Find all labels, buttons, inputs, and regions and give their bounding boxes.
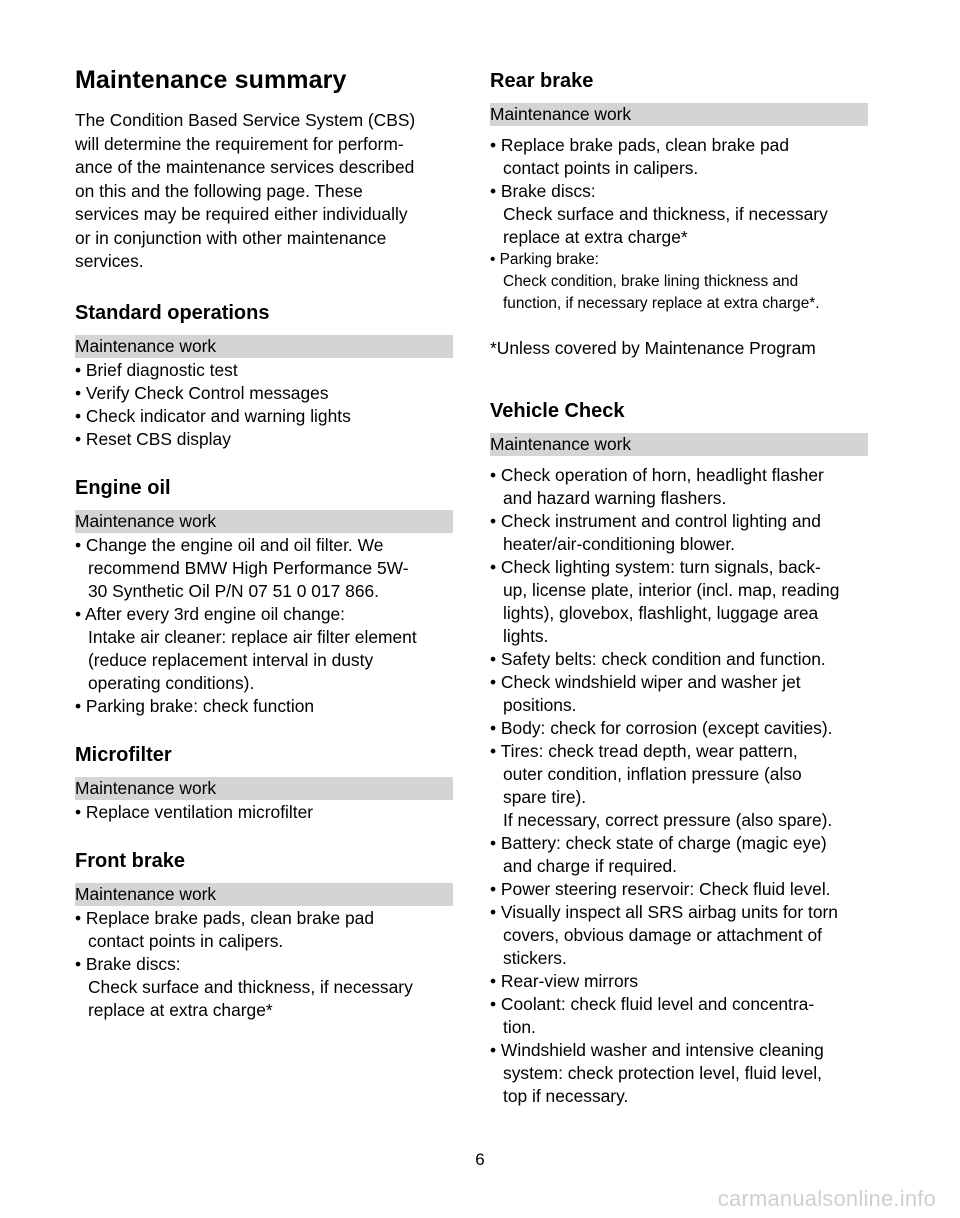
maintenance-work-bar: Maintenance work [75, 883, 453, 906]
list-item [490, 1039, 868, 1108]
list-item: • Replace ventilation microfilter [75, 801, 314, 822]
list-item-line: Check surface and thickness, if necessary [503, 204, 828, 224]
vehicle-check-list [490, 464, 868, 1108]
list-item-line: • Safety belts: check condition and function. [490, 649, 826, 669]
list-item-line: • Windshield washer and intensive cleaning [490, 1040, 824, 1060]
list-item-line: • Brake discs: [490, 181, 596, 201]
list-item [490, 832, 868, 878]
list-item [490, 717, 868, 740]
list-item: • Verify Check Control messages [75, 382, 329, 403]
list-item [490, 970, 868, 993]
right-column [490, 62, 868, 1108]
maintenance-work-bar: Maintenance work [490, 433, 868, 456]
list-item-line: • Parking brake: [490, 251, 599, 268]
list-item-line: • Power steering reservoir: Check fluid level. [490, 879, 831, 899]
list-item-line: • Brake discs: [75, 953, 181, 974]
page-number: 6 [475, 1150, 485, 1169]
intro-paragraph [75, 109, 453, 274]
maintenance-work-bar: Maintenance work [75, 510, 453, 533]
section-heading: Vehicle Check [490, 400, 625, 422]
list-item-line: • After every 3rd engine oil change: [75, 603, 346, 624]
section-heading: Engine oil [75, 476, 171, 499]
watermark: carmanualsonline.info [717, 1186, 936, 1211]
intro-line: on this and the following page. These [75, 180, 363, 201]
list-item [75, 907, 453, 953]
list-item-line: Check condition, brake lining thickness and [503, 273, 799, 290]
list-item [490, 993, 868, 1039]
list-item-line: • Body: check for corrosion (except cavities). [490, 718, 833, 738]
microfilter-section [75, 744, 453, 824]
list-item [490, 740, 868, 832]
footnote: *Unless covered by Maintenance Program [490, 338, 816, 358]
intro-line: services. [75, 251, 144, 271]
list-item-line: heater/air-conditioning blower. [503, 534, 736, 554]
maintenance-work-bar: Maintenance work [75, 335, 453, 358]
list-item-line: • Tires: check tread depth, wear pattern, [490, 741, 798, 761]
list-item-line: stickers. [503, 948, 567, 968]
list-item-line: 30 Synthetic Oil P/N 07 51 0 017 866. [88, 580, 379, 601]
list-item [490, 671, 868, 717]
list-item [490, 556, 868, 648]
list-item [490, 878, 868, 901]
list-item-line: • Check windshield wiper and washer jet [490, 672, 801, 692]
list-item-line: covers, obvious damage or attachment of [503, 925, 823, 945]
list-item [75, 953, 453, 1022]
list-item-line: and charge if required. [503, 856, 678, 876]
standard-operations-list [75, 359, 453, 451]
list-item-line: spare tire). [503, 787, 587, 807]
list-item-line: If necessary, correct pressure (also spare). [503, 810, 833, 830]
list-item-line: • Battery: check state of charge (magic eye) [490, 833, 827, 853]
list-item-line: • Coolant: check fluid level and concentra- [490, 994, 815, 1014]
list-item-line: recommend BMW High Performance 5W- [88, 557, 409, 578]
list-item-line: • Check operation of horn, headlight flasher [490, 465, 824, 485]
list-item-line: operating conditions). [88, 672, 255, 693]
list-item-line: positions. [503, 695, 577, 715]
intro-line: services may be required either individually [75, 204, 408, 224]
list-item-line: contact points in calipers. [503, 158, 699, 178]
list-item-line: up, license plate, interior (incl. map, reading [503, 580, 840, 600]
list-item-line: replace at extra charge* [88, 999, 273, 1020]
list-item [490, 134, 868, 180]
standard-operations-section [75, 302, 453, 451]
list-item [490, 648, 868, 671]
list-item-line: outer condition, inflation pressure (also [503, 764, 802, 784]
list-item-line: Check surface and thickness, if necessary [88, 976, 413, 997]
list-item-line: and hazard warning flashers. [503, 488, 727, 508]
vehicle-check-section [490, 400, 868, 1108]
rear-brake-list [490, 134, 868, 315]
list-item: • Reset CBS display [75, 428, 231, 449]
list-item-line: Intake air cleaner: replace air filter element [88, 626, 417, 647]
page-title: Maintenance summary [75, 66, 347, 94]
list-item [75, 534, 453, 603]
list-item [75, 603, 453, 695]
maintenance-work-bar: Maintenance work [490, 103, 868, 126]
left-column [75, 62, 453, 1022]
list-item [490, 464, 868, 510]
list-item [490, 510, 868, 556]
list-item-line: system: check protection level, fluid level, [503, 1063, 822, 1083]
list-item-line: contact points in calipers. [88, 930, 284, 951]
list-item [490, 249, 868, 315]
engine-oil-section [75, 477, 453, 718]
list-item-line: replace at extra charge* [503, 227, 688, 247]
microfilter-list [75, 801, 453, 824]
maintenance-work-bar: Maintenance work [75, 777, 453, 800]
list-item-line: (reduce replacement interval in dusty [88, 649, 374, 670]
list-item [490, 901, 868, 970]
rear-brake-section [490, 70, 868, 360]
section-heading: Microfilter [75, 743, 172, 766]
list-item: • Check indicator and warning lights [75, 405, 351, 426]
list-item-line: • Check instrument and control lighting and [490, 511, 821, 531]
list-item-line: • Visually inspect all SRS airbag units for torn [490, 902, 838, 922]
list-item-line: top if necessary. [503, 1086, 629, 1106]
engine-oil-list [75, 534, 453, 718]
list-item: • Brief diagnostic test [75, 359, 238, 380]
list-item-line: function, if necessary replace at extra charge*. [503, 295, 820, 312]
section-heading: Standard operations [75, 301, 270, 324]
intro-line: ance of the maintenance services described [75, 157, 415, 177]
section-heading: Rear brake [490, 70, 594, 92]
list-item-line: lights), glovebox, flashlight, luggage area [503, 603, 819, 623]
front-brake-list [75, 907, 453, 1022]
list-item: • Parking brake: check function [75, 695, 315, 716]
intro-line: will determine the requirement for perform- [75, 133, 404, 154]
list-item-line: • Change the engine oil and oil filter. We [75, 534, 384, 555]
list-item-line: • Rear-view mirrors [490, 971, 639, 991]
list-item-line: • Replace brake pads, clean brake pad [490, 135, 790, 155]
intro-line: The Condition Based Service System (CBS) [75, 110, 416, 130]
front-brake-section [75, 850, 453, 1022]
list-item [490, 180, 868, 249]
section-heading: Front brake [75, 849, 186, 872]
intro-line: or in conjunction with other maintenance [75, 227, 387, 248]
list-item-line: lights. [503, 626, 549, 646]
list-item-line: tion. [503, 1017, 536, 1037]
list-item-line: • Check lighting system: turn signals, back- [490, 557, 821, 577]
list-item-line: • Replace brake pads, clean brake pad [75, 907, 375, 928]
